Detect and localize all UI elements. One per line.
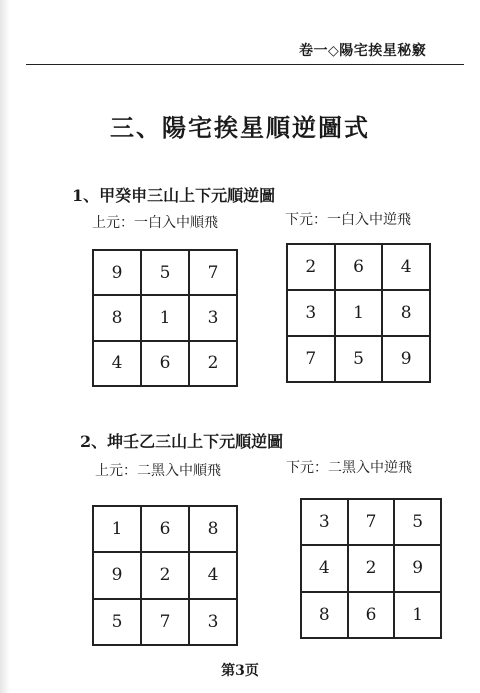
grid-cell: 2 xyxy=(189,341,237,386)
grid-cell: 7 xyxy=(348,499,395,545)
grid-cell: 4 xyxy=(301,545,348,591)
grid-cell: 5 xyxy=(93,599,141,645)
grid-cell: 7 xyxy=(141,599,189,645)
grid-cell: 4 xyxy=(93,341,141,386)
grid-cell: 2 xyxy=(141,552,189,598)
grid-cell: 6 xyxy=(141,341,189,386)
grid-cell: 6 xyxy=(335,244,383,290)
section-1-upper-grid xyxy=(92,249,238,387)
grid-cell: 5 xyxy=(335,336,383,382)
grid-cell: 5 xyxy=(394,499,441,545)
grid-cell: 7 xyxy=(189,250,237,295)
grid-cell: 3 xyxy=(301,499,348,545)
section-2-heading: 2、坤壬乙三山上下元順逆圖 xyxy=(80,432,284,451)
section-2-upper-label: 上元：二黑入中順飛 xyxy=(95,463,221,479)
grid-cell: 3 xyxy=(189,295,237,340)
page-title: 三、陽宅挨星順逆圖式 xyxy=(110,113,370,142)
header-rule xyxy=(26,64,464,65)
grid-cell: 9 xyxy=(93,552,141,598)
section-1-upper-label: 上元：一白入中順飛 xyxy=(92,215,218,231)
grid-cell: 1 xyxy=(335,290,383,336)
section-1-lower-label: 下元：一白入中逆飛 xyxy=(285,212,411,228)
grid-cell: 6 xyxy=(348,592,395,638)
page-number: 第3页 xyxy=(221,663,259,679)
grid-cell: 3 xyxy=(287,290,335,336)
grid-cell: 1 xyxy=(93,506,141,552)
grid-cell: 6 xyxy=(141,506,189,552)
section-2-lower-grid xyxy=(300,498,442,639)
page-edge xyxy=(0,0,10,693)
grid-cell: 9 xyxy=(382,336,430,382)
grid-cell: 8 xyxy=(93,295,141,340)
grid-cell: 8 xyxy=(301,592,348,638)
grid-cell: 2 xyxy=(348,545,395,591)
section-1-lower-grid xyxy=(286,243,431,383)
grid-cell: 7 xyxy=(287,336,335,382)
grid-cell: 2 xyxy=(287,244,335,290)
grid-cell: 8 xyxy=(189,506,237,552)
section-2-upper-grid xyxy=(92,505,238,646)
section-2-lower-label: 下元：二黑入中逆飛 xyxy=(286,460,412,476)
grid-cell: 3 xyxy=(189,599,237,645)
grid-cell: 8 xyxy=(382,290,430,336)
grid-cell: 1 xyxy=(141,295,189,340)
grid-cell: 5 xyxy=(141,250,189,295)
section-1-heading: 1、甲癸申三山上下元順逆圖 xyxy=(72,186,276,205)
grid-cell: 1 xyxy=(394,592,441,638)
running-header: 卷一◇陽宅挨星秘竅 xyxy=(299,43,427,59)
grid-cell: 4 xyxy=(382,244,430,290)
grid-cell: 4 xyxy=(189,552,237,598)
grid-cell: 9 xyxy=(394,545,441,591)
grid-cell: 9 xyxy=(93,250,141,295)
